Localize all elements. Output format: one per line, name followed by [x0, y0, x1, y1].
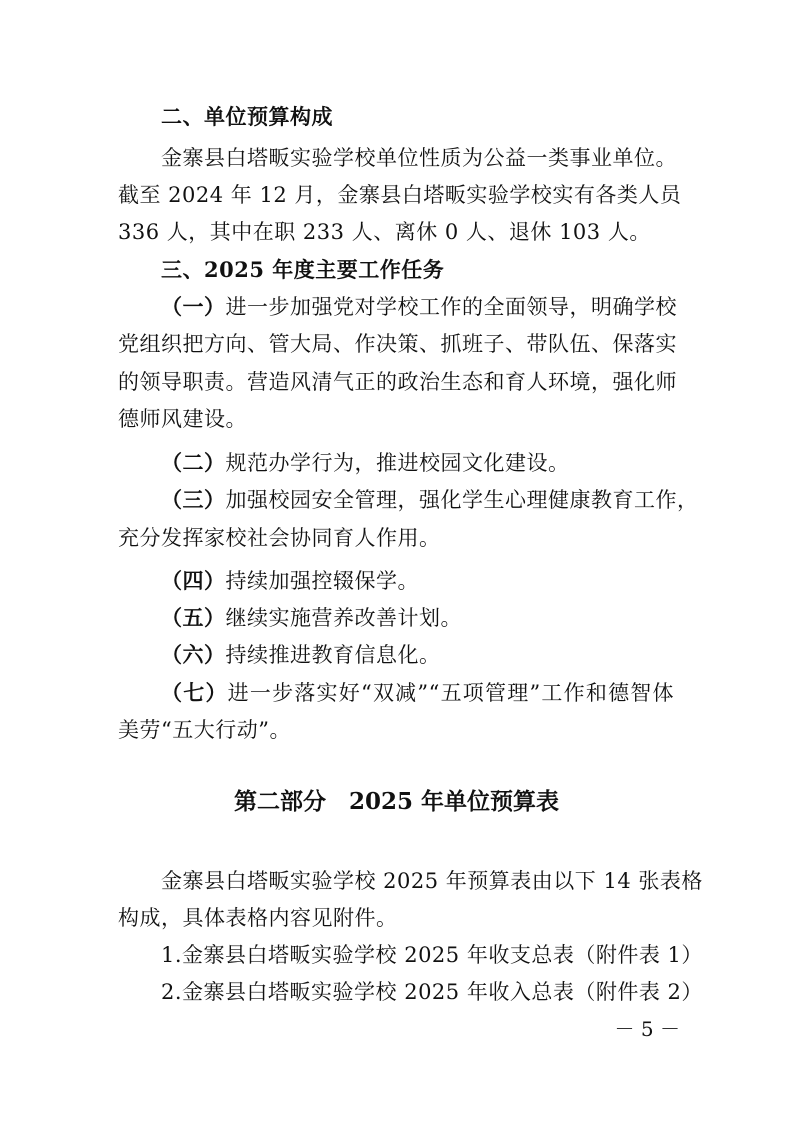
unit-budget-para-line-2: 截至 2024 年 12 月，金寨县白塔畈实验学校实有各类人员: [118, 183, 682, 207]
task-item-1-line-3: 的领导职责。营造风清气正的政治生态和育人环境，强化师: [118, 370, 677, 394]
task-item-3-line-1: [161, 485, 699, 515]
attachment-list-item-1: 1.金寨县白塔畈实验学校 2025 年收支总表（附件表 1）: [161, 943, 703, 967]
task-item-5-label: （五）: [161, 605, 226, 630]
part-two-title: 第二部分 2025 年单位预算表: [233, 788, 560, 815]
part-two-intro-line-1: 金寨县白塔畈实验学校 2025 年预算表由以下 14 张表格: [161, 869, 703, 893]
task-item-3-label: （三）: [161, 487, 226, 512]
task-item-1-label: （一）: [161, 294, 226, 319]
unit-budget-para-line-3: 336 人，其中在职 233 人、离休 0 人、退休 103 人。: [118, 220, 651, 244]
task-item-7-text: 进一步落实好“双减”“五项管理”工作和德智体: [227, 681, 675, 705]
task-item-4-text: 持续加强控辍保学。: [225, 569, 419, 593]
task-item-3-text: 加强校园安全管理，强化学生心理健康教育工作，: [225, 488, 699, 512]
task-item-1-line-2: 党组织把方向、管大局、作决策、抓班子、带队伍、保落实: [118, 332, 677, 356]
part-two-intro-line-2: 构成，具体表格内容见附件。: [118, 906, 398, 930]
task-item-5-text: 继续实施营养改善计划。: [225, 606, 462, 630]
attachment-list-item-2: 2.金寨县白塔畈实验学校 2025 年收入总表（附件表 2）: [161, 980, 703, 1004]
task-item-1-line-1: [161, 292, 677, 322]
task-item-2: [161, 448, 570, 478]
task-item-6: [161, 640, 441, 670]
task-item-3-line-2: 充分发挥家校社会协同育人作用。: [118, 526, 441, 550]
tasks-heading: 三、2025 年度主要工作任务: [161, 257, 445, 282]
task-item-6-label: （六）: [161, 642, 226, 667]
task-item-1-text: 进一步加强党对学校工作的全面领导，明确学校: [225, 295, 677, 319]
task-item-1-line-4: 德师风建设。: [118, 407, 247, 431]
task-item-4-label: （四）: [161, 568, 226, 593]
task-item-2-label: （二）: [161, 450, 226, 475]
task-item-2-text: 规范办学行为，推进校园文化建设。: [225, 451, 570, 475]
page-number: － 5 －: [614, 1017, 680, 1041]
task-item-7-label: （七）: [161, 680, 228, 705]
unit-budget-heading: 二、单位预算构成: [161, 104, 333, 129]
task-item-5: [161, 603, 462, 633]
task-item-4: [161, 566, 419, 596]
task-item-7-line-2: 美劳“五大行动”。: [118, 718, 291, 742]
task-item-7-line-1: [161, 678, 674, 708]
task-item-6-text: 持续推进教育信息化。: [225, 643, 441, 667]
unit-budget-para-line-1: 金寨县白塔畈实验学校单位性质为公益一类事业单位。: [161, 146, 677, 170]
